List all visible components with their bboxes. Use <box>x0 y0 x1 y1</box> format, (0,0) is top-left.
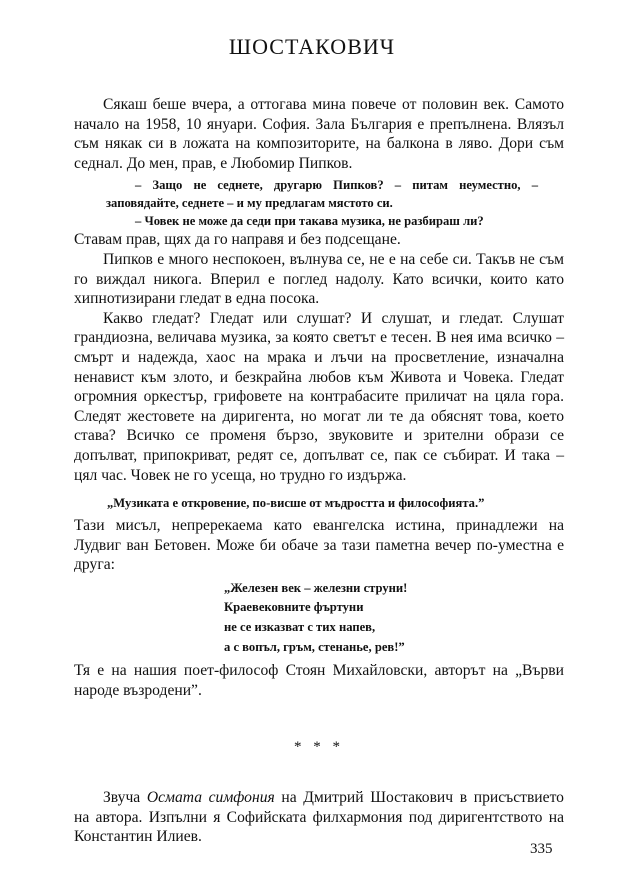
section-separator: * * * <box>294 739 344 756</box>
dialog-line-1: – Защо не седнете, другарю Пипков? – питам неуместно, – заповядайте, седнете – и му предлагам мястото си. <box>106 178 538 211</box>
dialog-block <box>74 176 564 230</box>
paragraph-1: Сякаш беше вчера, а оттогава мина повече от половин век. Самото начало на 1958, 10 януари. София. Зала България е препълнена. Влязъл съм някак си в ложата на композиторите, на балкона в ляво. Дори съм седнал. До мен, прав, е Любомир Пипков. <box>74 96 564 172</box>
page-title: ШОСТАКОВИЧ <box>228 34 396 59</box>
dialog-line-2: – Човек не може да седи при такава музика, не разбираш ли? <box>135 214 484 229</box>
page-body <box>74 95 564 847</box>
poem-line: Краевековните фъртуни <box>224 600 364 615</box>
paragraph-7-end: на Дмитрий Шостакович в присъствието на автора. Изпълни я Софийската филхармония под диригентството на Константин Илиев. <box>74 789 564 846</box>
poem-block <box>224 579 564 657</box>
beethoven-quote: „Музиката е откровение, по-висше от мъдростта и философията.” <box>107 496 485 511</box>
poem-line: не се изказват с тих напев, <box>224 620 376 635</box>
paragraph-4: Какво гледат? Гледат или слушат? И слушат, и гледат. Слушат грандиозна, величава музика, за която светът е тесен. В нея има всичко – смърт и надежда, хаос на мрака и лъчи на просветление, изначална ненавист към злото, и безкрайна любов към Живота и Човека. Гледат огромния оркестър, грифовете на контрабасите приличат на цяла гора. Следят жестовете на диригента, но могат ли те да обяснят това, което става? Всичко се променя бързо, звуковите и зрителни образи се допълват, припокриват, редят се, допълват се, пак се събират. И така – цял час. Човек не го усеща, но трудно го издържа. <box>74 309 564 484</box>
paragraph-7-start: Звуча <box>103 789 147 807</box>
paragraph-5: Тази мисъл, непререкаема като евангелска истина, принадлежи на Лудвиг ван Бетовен. Може би обаче за тази паметна вечер по-уместна е друга: <box>74 517 564 574</box>
paragraph-6: Тя е на нашия поет-философ Стоян Михайловски, авторът на „Върви народе възродени”. <box>74 662 564 699</box>
poem-line: „Железен век – железни струни! <box>224 580 408 595</box>
paragraph-2: Ставам прав, щях да го направя и без подсещане. <box>74 231 401 249</box>
paragraph-3: Пипков е много неспокоен, вълнува се, не е на себе си. Такъв не съм го виждал никога. Вперил е поглед надолу. Като всички, които като хипнотизирани гледат в една посока. <box>74 250 564 308</box>
paragraph-7 <box>74 788 564 847</box>
symphony-title: Осмата симфония <box>146 789 275 807</box>
page-number: 335 <box>530 841 553 857</box>
poem-line: а с вопъл, гръм, стенанье, рев!” <box>224 639 405 654</box>
